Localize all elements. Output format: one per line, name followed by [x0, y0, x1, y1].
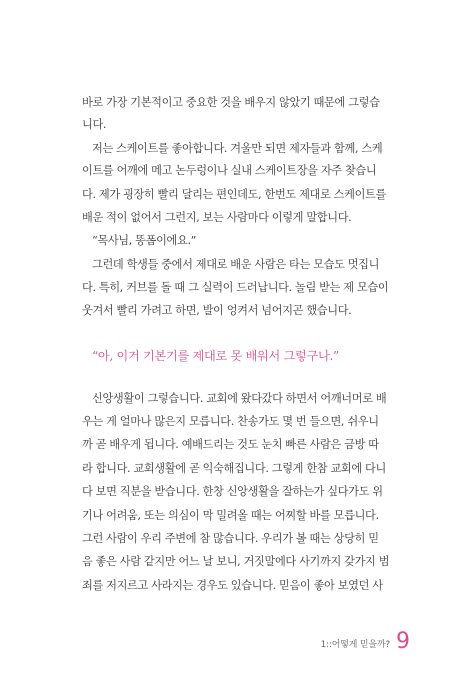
body-line-2: 니다. — [82, 118, 107, 131]
body-line-5: 다. 제가 굉장히 빨리 달리는 편인데도, 한번도 제대로 스케이트를 — [82, 188, 386, 201]
highlight-quote: “아, 이거 기본기를 제대로 못 배워서 그렇구나.” — [92, 349, 339, 363]
body-line-11: 신앙생활이 그렇습니다. 교회에 왔다갔다 하면서 어깨너머로 배 — [92, 392, 387, 405]
body-line-6: 배운 적이 없어서 그런지, 보는 사람마다 이렇게 말합니다. — [82, 211, 352, 224]
body-line-17: 그런 사람이 우리 주변에 참 많습니다. 우리가 볼 때는 상당히 믿 — [82, 532, 379, 545]
body-line-19: 죄를 저지르고 사라지는 경우도 있습니다. 믿음이 좋아 보였던 사 — [82, 579, 383, 592]
body-line-9: 다. 특히, 커브를 돌 때 그 실력이 드러납니다. 놀림 받는 제 모습이 — [82, 281, 389, 294]
page-number: 9 — [396, 629, 410, 654]
body-line-7: “목사님, 똥폼이에요.” — [92, 234, 197, 247]
body-line-3: 저는 스케이트를 좋아합니다. 겨울만 되면 제자들과 함께, 스케 — [92, 142, 383, 155]
body-line-4: 이트를 어깨에 메고 논두렁이나 실내 스케이트장을 자주 찾습니 — [82, 164, 377, 177]
body-line-12: 우는 게 얼마나 많은지 모릅니다. 찬송가도 몇 번 들으면, 쉬우니 — [82, 415, 379, 428]
body-line-14: 라 합니다. 교회생활에 곧 익숙해집니다. 그렇게 한참 교회에 다니 — [82, 462, 386, 475]
body-line-10: 웃겨서 빨리 가려고 하면, 발이 엉켜서 넘어지곤 했습니다. — [82, 304, 352, 317]
body-line-8: 그런데 학생들 중에서 제대로 배운 사람은 타는 모습도 멋집니 — [92, 258, 380, 271]
body-line-18: 음 좋은 사람 같지만 어느 날 보니, 거짓말에다 사기까지 갖가지 범 — [82, 555, 390, 568]
body-line-1: 바로 가장 기본적이고 중요한 것을 배우지 않았기 때문에 그렇습 — [82, 96, 380, 109]
chapter-title: 1::어떻게 믿을까? — [320, 640, 390, 650]
body-line-16: 기나 어려움, 또는 의심이 막 밀려올 때는 어찌할 바를 모릅니다. — [82, 509, 379, 522]
body-line-13: 까 곧 배우게 됩니다. 예배드리는 것도 눈치 빠른 사람은 금방 따 — [82, 438, 379, 451]
body-line-15: 다 보면 직분을 받습니다. 한창 신앙생활을 잘하는가 싶다가도 위 — [82, 485, 383, 498]
page-footer — [321, 629, 410, 653]
